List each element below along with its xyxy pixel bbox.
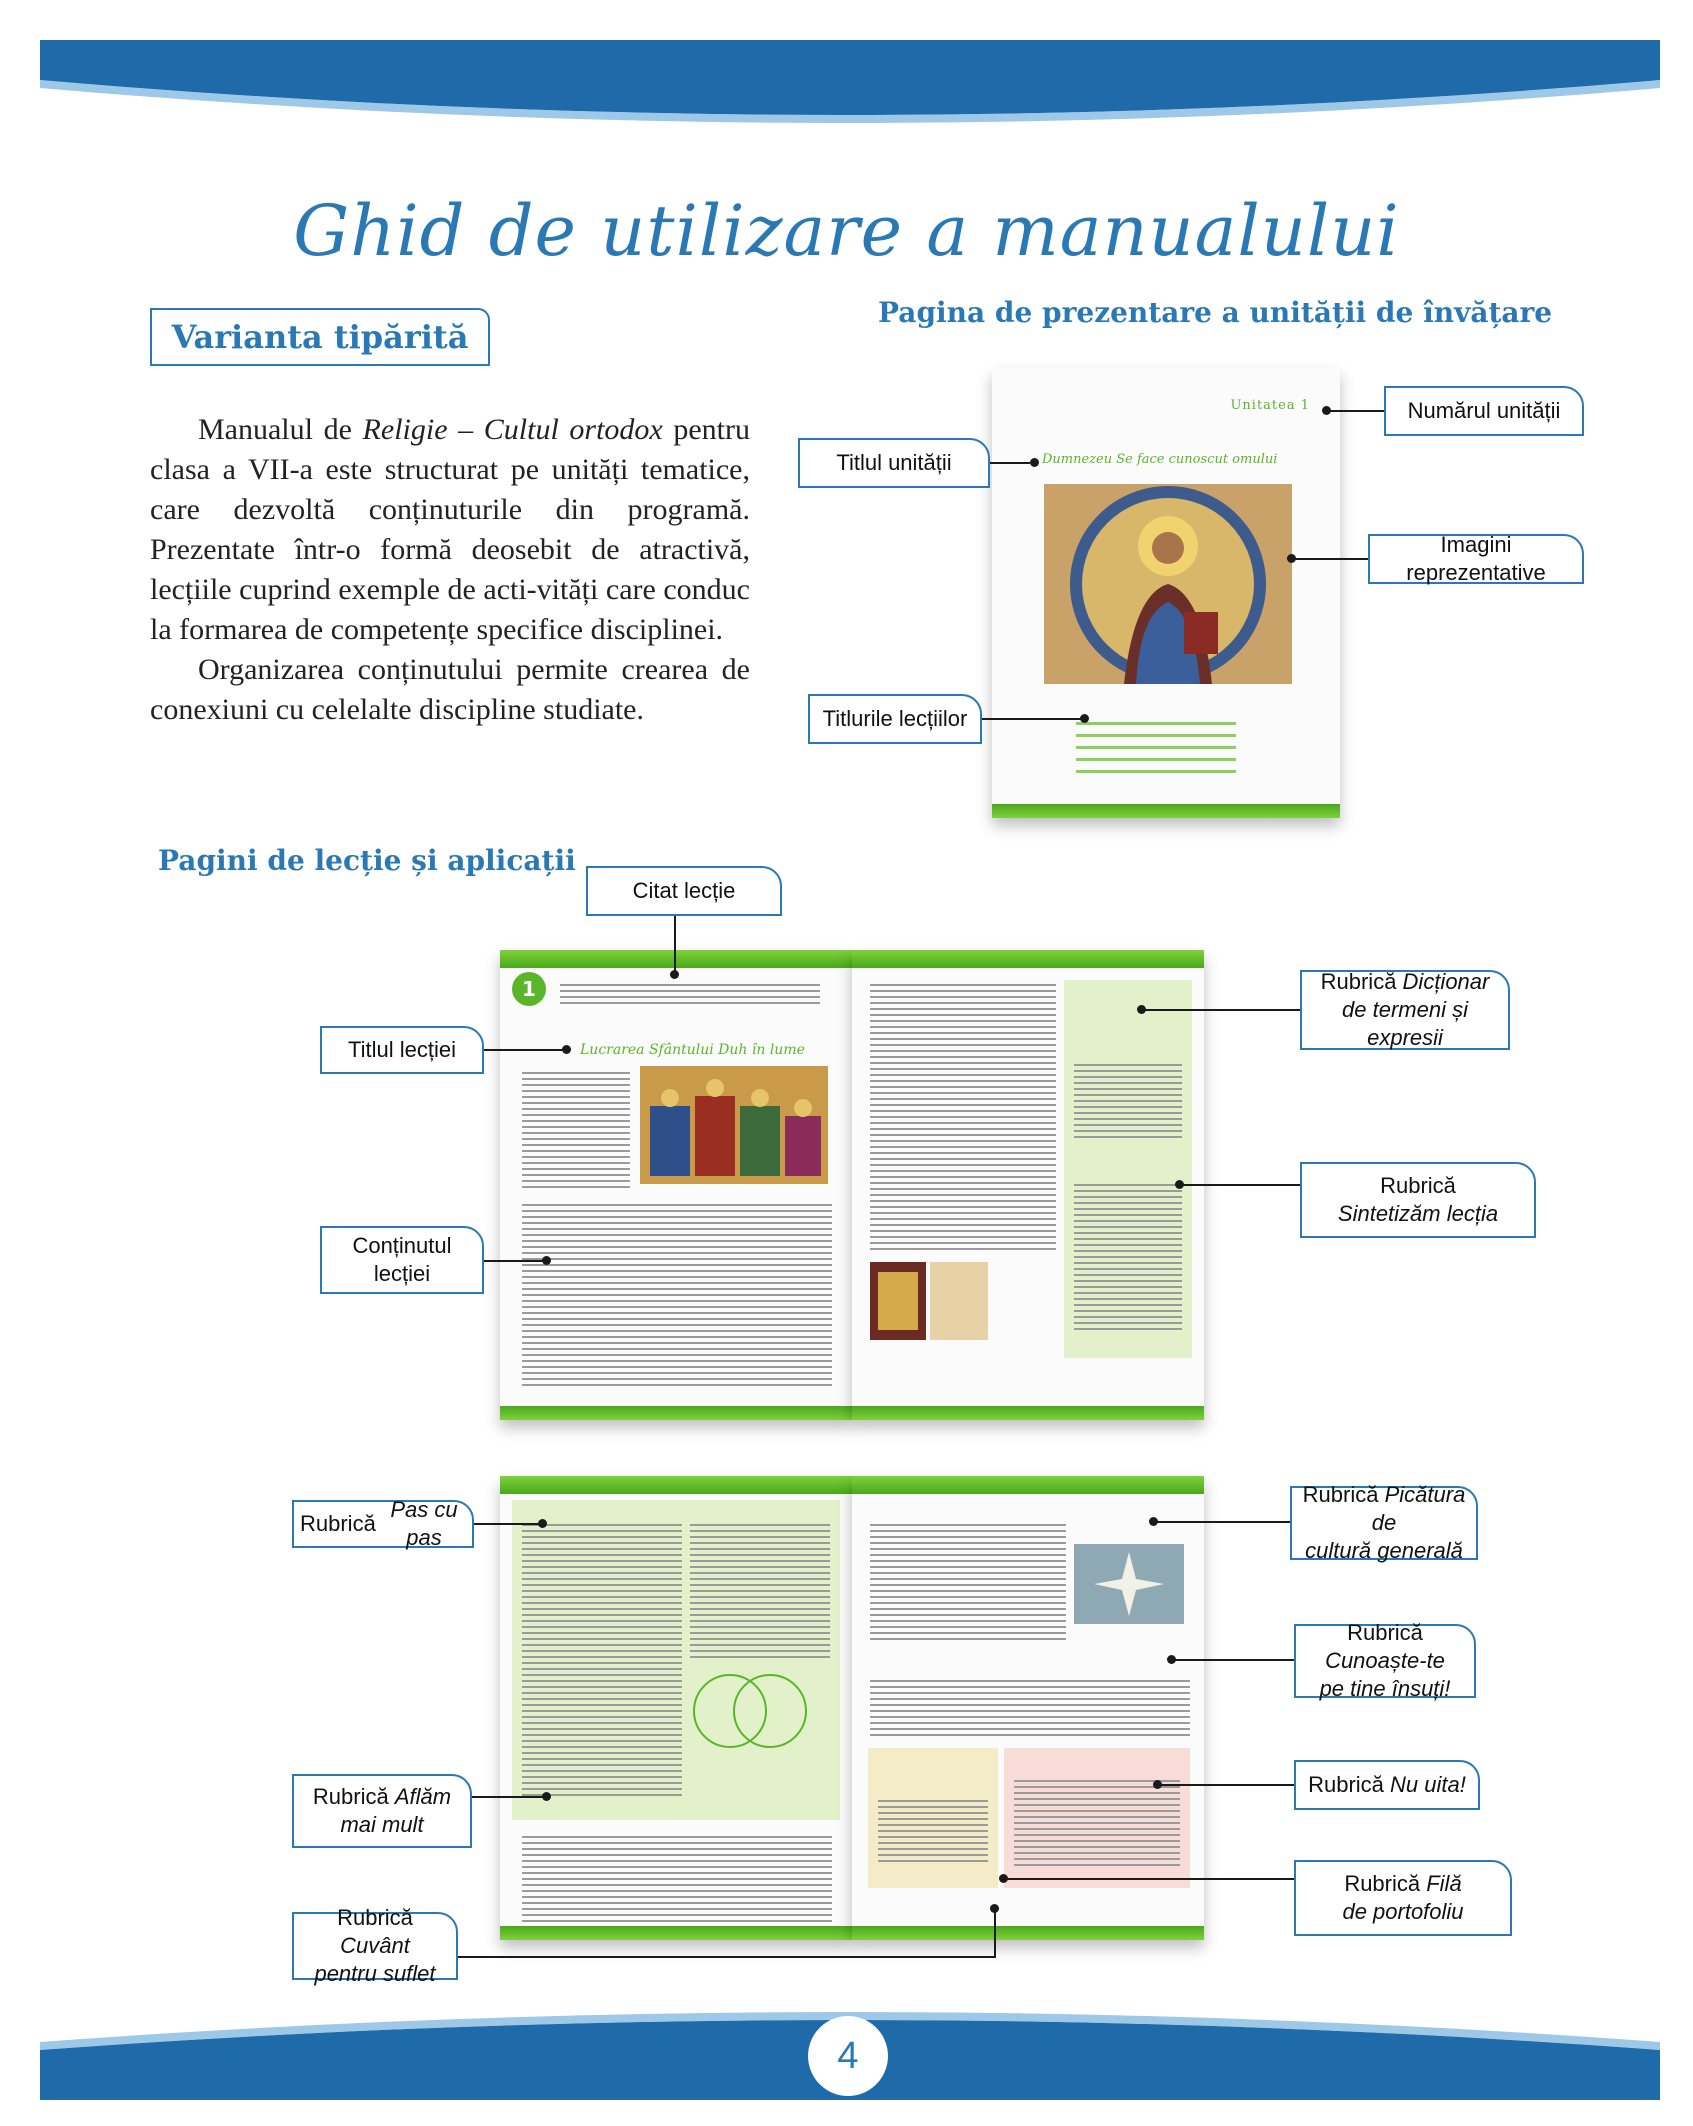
callout-forget: [1294, 1760, 1480, 1810]
step-lines-right: [690, 1520, 830, 1660]
callout-culture: [1290, 1482, 1478, 1563]
callout-word-em2: pentru suflet: [314, 1961, 436, 1986]
dot-lesson-titles: [1080, 714, 1089, 723]
learn-more-lines: [522, 1832, 832, 1922]
culture-lines: [870, 1520, 1066, 1640]
lesson-quote-lines: [560, 980, 820, 1004]
callout-content: [320, 1226, 484, 1294]
dot-learn-more: [542, 1792, 551, 1801]
dot-word: [990, 1904, 999, 1913]
lesson-title-text: Lucrarea Sfântului Duh în lume: [580, 1042, 805, 1058]
leader-synth: [1180, 1184, 1300, 1186]
leader-culture: [1154, 1521, 1290, 1523]
leader-dictionary: [1142, 1009, 1300, 1011]
dot-culture: [1149, 1517, 1158, 1526]
dot-know: [1167, 1655, 1176, 1664]
dont-forget-lines: [1014, 1776, 1180, 1866]
app-right-header: [852, 1476, 1204, 1494]
callout-learn-more: [292, 1774, 472, 1848]
lesson-number-badge: 1: [512, 972, 546, 1006]
callout-step-prefix: Rubrică: [300, 1511, 376, 1536]
dot-step: [538, 1519, 547, 1528]
callout-know-em2: pe tine însuți!: [1319, 1676, 1451, 1701]
lesson-text-col1: [522, 1068, 630, 1188]
callout-unit-title: Titlul unității: [798, 438, 990, 488]
leader-quote: [674, 916, 676, 974]
dot-dictionary: [1137, 1005, 1146, 1014]
leader-portfolio: [1004, 1878, 1294, 1880]
callout-dictionary-em2: de termeni și expresii: [1342, 997, 1468, 1050]
step-lines-left: [522, 1520, 682, 1800]
callout-word-prefix: Rubrică: [337, 1905, 413, 1930]
leader-forget: [1158, 1784, 1294, 1786]
callout-culture-em1: Picătura de: [1371, 1482, 1466, 1535]
callout-dictionary: [1300, 970, 1510, 1050]
dot-content: [542, 1256, 551, 1265]
leader-lesson-title: [484, 1049, 564, 1051]
callout-learn-line1: [313, 1783, 451, 1811]
callout-word: [292, 1905, 458, 1986]
callout-forget-em: Nu uita!: [1390, 1772, 1466, 1797]
callout-content-line1: Conținutul: [352, 1233, 452, 1258]
callout-culture-prefix: Rubrică: [1302, 1482, 1385, 1507]
callout-dictionary-line1: [1321, 968, 1490, 996]
header-band: [40, 40, 1660, 130]
callout-images: Imagini reprezentative: [1368, 534, 1584, 584]
callout-know: [1294, 1620, 1476, 1701]
application-left-page: [500, 1476, 852, 1940]
callout-lesson-titles: Titlurile lecțiilor: [808, 694, 982, 744]
app-left-header: [500, 1476, 852, 1494]
unit-cover-footer: [992, 804, 1340, 818]
intro-text: [150, 410, 750, 730]
lesson-left-footer: [500, 1406, 852, 1420]
callout-step-em: Pas cu pas: [390, 1497, 458, 1550]
callout-know-prefix: Rubrică: [1347, 1620, 1423, 1645]
leader-content: [484, 1260, 544, 1262]
know-yourself-lines: [870, 1676, 1190, 1736]
page-number: 4: [808, 2016, 888, 2096]
unit-lesson-list: [1076, 713, 1236, 775]
intro-subject: Religie – Cultul ortodox: [362, 413, 663, 446]
dot-unit-title: [1030, 458, 1039, 467]
synth-lines: [1074, 1180, 1182, 1330]
dot-quote: [670, 970, 679, 979]
callout-dictionary-em1: Dicționar: [1402, 969, 1490, 994]
callout-step: [292, 1497, 474, 1550]
callout-culture-em2: cultură generală: [1305, 1538, 1463, 1563]
dove-icon-image: [1074, 1544, 1184, 1624]
callout-synth: [1300, 1162, 1536, 1238]
leader-word-v: [994, 1908, 996, 1958]
dot-images: [1287, 554, 1296, 563]
unit-number-text: Unitatea 1: [1230, 398, 1310, 413]
app-right-footer: [852, 1926, 1204, 1940]
intro-paragraph-1: [150, 410, 750, 650]
leader-step: [474, 1523, 540, 1525]
callout-synth-em: Sintetizăm lecția: [1337, 1201, 1499, 1226]
callout-unit-number: Numărul unității: [1384, 386, 1584, 436]
callout-learn-em1: Aflăm: [394, 1784, 452, 1809]
callout-portfolio: [1294, 1860, 1512, 1936]
pentecost-icon-image: [640, 1066, 828, 1184]
callout-quote: Citat lecție: [586, 866, 782, 916]
lesson-right-page: [852, 950, 1204, 1420]
callout-learn-prefix: Rubrică: [312, 1784, 395, 1809]
page-title: Ghid de utilizare a manualului: [293, 190, 1400, 272]
app-left-footer: [500, 1926, 852, 1940]
callout-word-line1: [300, 1904, 450, 1960]
callout-portfolio-em2: de portofoliu: [1342, 1899, 1464, 1924]
dot-lesson-title: [562, 1045, 571, 1054]
callout-content-line2: lecției: [373, 1261, 431, 1286]
leader-learn-more: [472, 1796, 544, 1798]
callout-lesson-title: Titlul lecției: [320, 1026, 484, 1074]
lesson-content-lines: [522, 1200, 832, 1388]
leader-know: [1172, 1659, 1294, 1661]
lesson-right-footer: [852, 1406, 1204, 1420]
callout-learn-em2: mai mult: [340, 1812, 424, 1837]
unit-title-text: Dumnezeu Se face cunoscut omului: [1042, 452, 1278, 467]
variant-label: Varianta tipărită: [150, 308, 490, 366]
dot-unit-number: [1322, 406, 1331, 415]
unit-section-heading: Pagina de prezentare a unității de învățare: [878, 296, 1553, 329]
callout-portfolio-line1: [1344, 1870, 1461, 1898]
callout-dictionary-prefix: Rubrică: [1320, 969, 1403, 994]
unit-cover-page: [992, 368, 1340, 818]
intro-p1-start: Manualul de: [198, 413, 363, 446]
callout-know-line1: [1302, 1619, 1468, 1675]
dot-synth: [1175, 1180, 1184, 1189]
lesson-left-header: [500, 950, 852, 968]
leader-images: [1292, 558, 1368, 560]
leader-unit-title: [990, 462, 1030, 464]
lesson-left-page: [500, 950, 852, 1420]
venn-diagram-image: [670, 1666, 830, 1756]
callout-word-em1: Cuvânt: [340, 1933, 410, 1958]
christ-mosaic-image: [1044, 484, 1292, 684]
lesson-right-text: [870, 980, 1056, 1250]
lesson-right-header: [852, 950, 1204, 968]
leader-unit-number: [1327, 410, 1384, 412]
callout-forget-prefix: Rubrică: [1308, 1772, 1384, 1797]
lesson-section-heading: Pagini de lecție și aplicații: [158, 844, 576, 877]
leader-word-h: [458, 1956, 996, 1958]
callout-portfolio-prefix: Rubrică: [1344, 1871, 1427, 1896]
portfolio-lines: [878, 1796, 988, 1866]
application-right-page: [852, 1476, 1204, 1940]
dot-forget: [1153, 1780, 1162, 1789]
callout-portfolio-em1: Filă: [1426, 1871, 1462, 1896]
manuscript-image: [870, 1262, 990, 1342]
callout-culture-line1: [1298, 1481, 1470, 1537]
callout-know-em1: Cunoaște-te: [1325, 1648, 1445, 1673]
callout-synth-line1: Rubrică: [1380, 1173, 1456, 1198]
intro-p1-end: pentru clasa a VII-a este structurat pe unități tematice, care dezvoltă conținuturile din programă. Prezentate într-o formă deosebit de atractivă, lecțiile cuprind exemple de acti-vități care conduc la formarea de competențe specifice disciplinei.: [150, 413, 750, 646]
dot-portfolio: [999, 1874, 1008, 1883]
leader-lesson-titles: [982, 718, 1082, 720]
dictionary-lines: [1074, 1060, 1182, 1140]
intro-paragraph-2: Organizarea conținutului permite crearea de conexiuni cu celelalte discipline studiate.: [150, 653, 750, 726]
